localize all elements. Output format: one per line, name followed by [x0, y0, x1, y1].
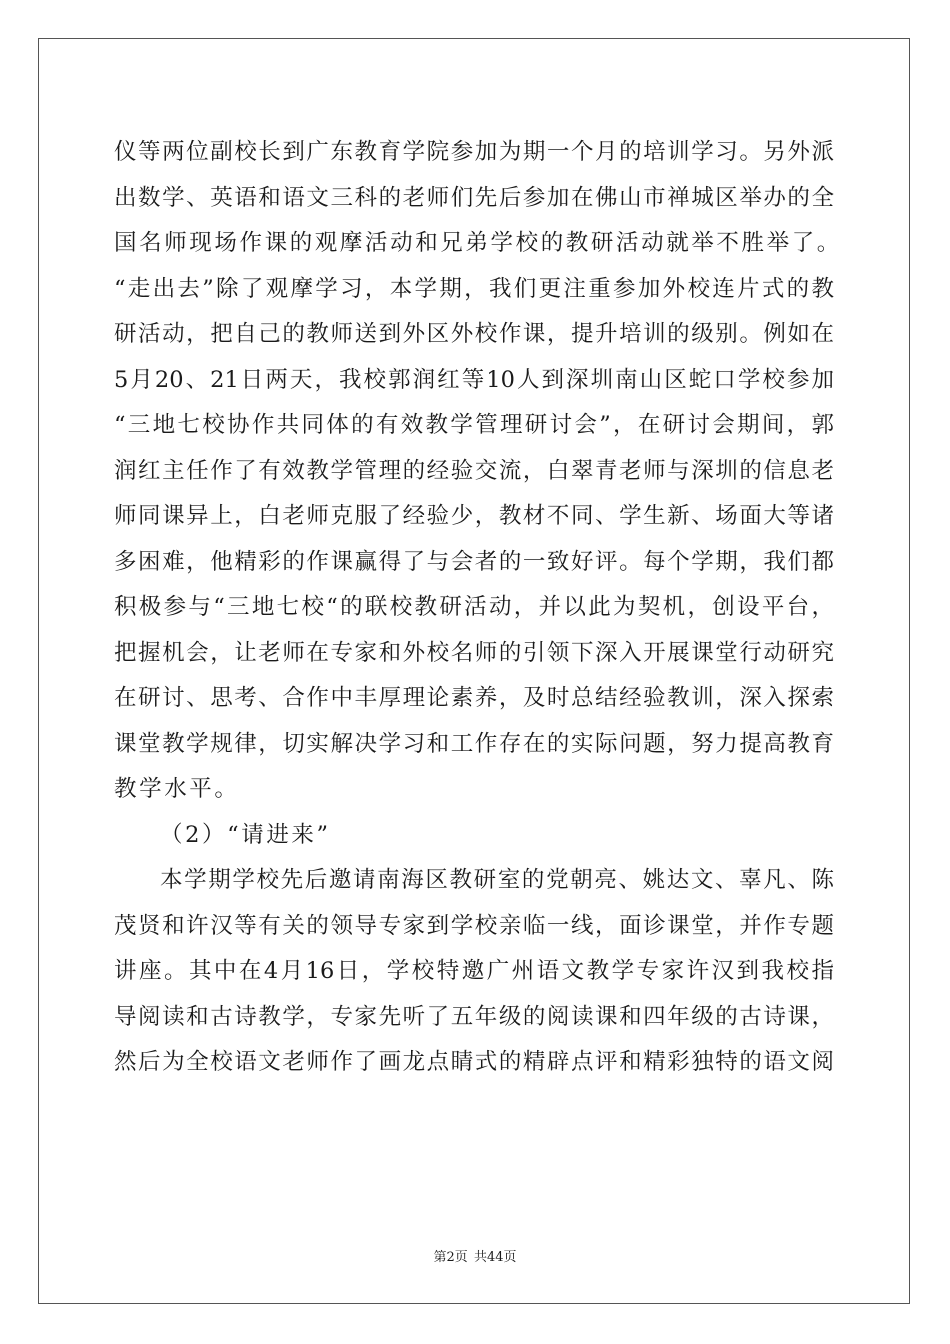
- text-line: 国名师现场作课的观摩活动和兄弟学校的教研活动就举不胜举了。: [114, 230, 842, 256]
- text-line: 导阅读和古诗教学，专家先听了五年级的阅读课和四年级的古诗课，: [114, 1003, 834, 1030]
- page-number: 第2页: [433, 1250, 468, 1265]
- text-line: 在研讨、思考、合作中丰厚理论素养，及时总结经验教训，深入探索: [114, 685, 834, 711]
- text-line: 课堂教学规律，切实解决学习和工作存在的实际问题，努力提高教育: [114, 730, 834, 757]
- text-line: 教学水平。: [114, 776, 240, 802]
- page-total: 共44页: [473, 1250, 517, 1265]
- page-footer: [0, 1246, 950, 1265]
- text-line: 讲座。其中在4月16日，学校特邀广州语文教学专家许汉到我校指: [114, 958, 834, 984]
- text-line: 茂贤和许汉等有关的领导专家到学校亲临一线，面诊课堂，并作专题: [114, 912, 834, 939]
- text-line: “走出去”除了观摩学习，本学期，我们更注重参加外校连片式的教: [114, 275, 834, 302]
- text-line: 出数学、英语和语文三科的老师们先后参加在佛山市禅城区举办的全: [114, 184, 834, 211]
- text-line: “三地七校协作共同体的有效教学管理研讨会”，在研讨会期间，郭: [114, 412, 834, 438]
- text-line: 润红主任作了有效教学管理的经验交流，白翠青老师与深圳的信息老: [114, 457, 834, 484]
- document-body: [114, 130, 842, 1086]
- text-line: 把握机会，让老师在专家和外校名师的引领下深入开展课堂行动研究: [114, 639, 834, 666]
- text-line: 多困难，他精彩的作课赢得了与会者的一致好评。每个学期，我们都: [114, 548, 834, 575]
- text-line: 本学期学校先后邀请南海区教研室的党朝亮、姚达文、辜凡、陈: [160, 867, 834, 893]
- text-line: 师同课异上，白老师克服了经验少，教材不同、学生新、场面大等诸: [114, 503, 834, 529]
- section-heading: （2）“请进来”: [160, 821, 331, 848]
- text-line: 5月20、21日两天，我校郭润红等10人到深圳南山区蛇口学校参加: [114, 366, 834, 393]
- text-line: 积极参与“三地七校“的联校教研活动，并以此为契机，创设平台，: [114, 594, 834, 620]
- text-line: 然后为全校语文老师作了画龙点睛式的精辟点评和精彩独特的语文阅: [114, 1049, 834, 1075]
- text-line: 仪等两位副校长到广东教育学院参加为期一个月的培训学习。另外派: [114, 139, 834, 165]
- text-line: 研活动，把自己的教师送到外区外校作课，提升培训的级别。例如在: [114, 321, 834, 347]
